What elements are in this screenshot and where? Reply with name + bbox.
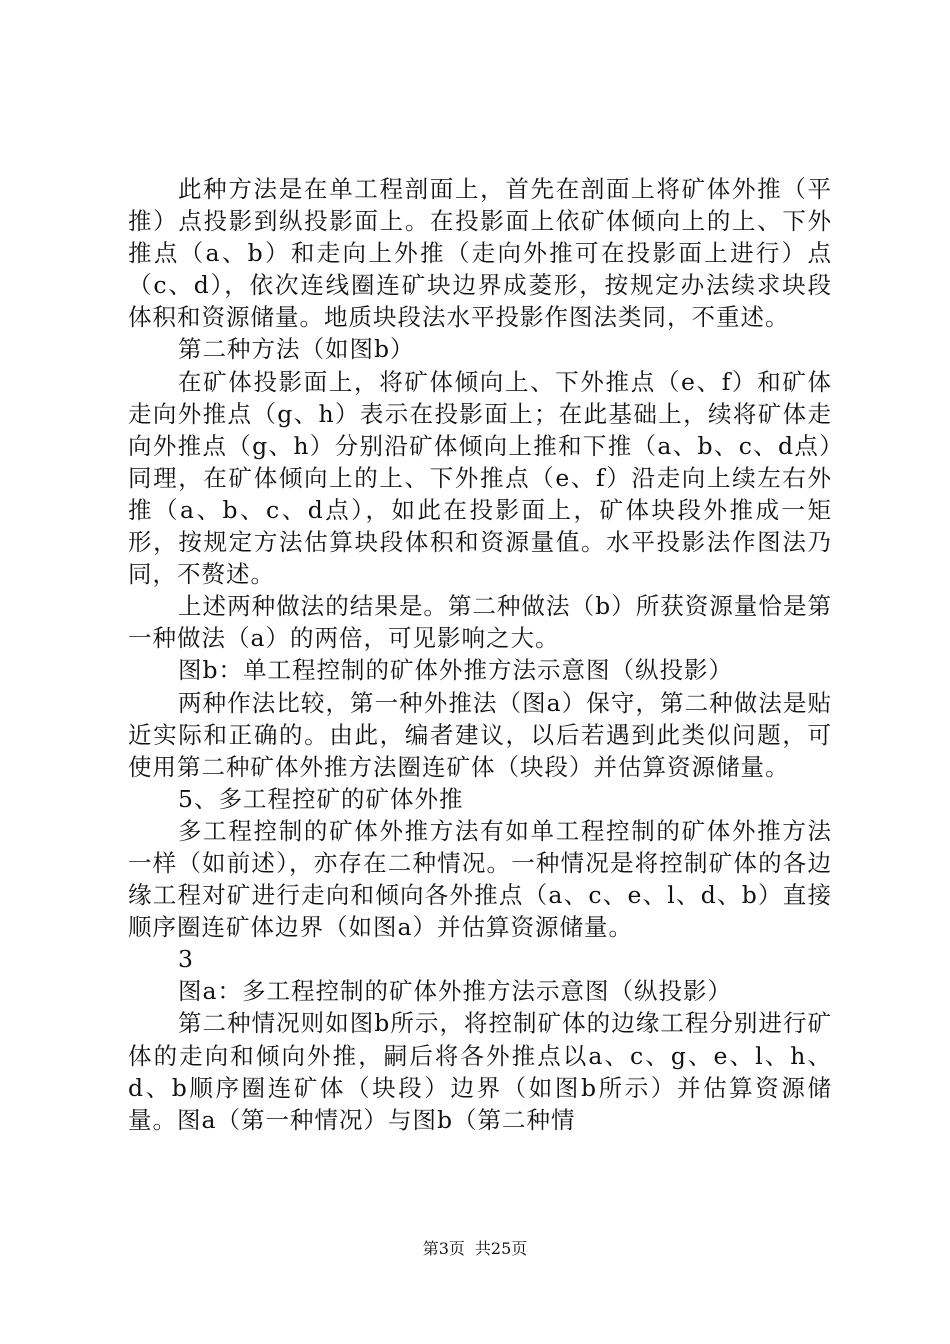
paragraph-method-one-description: 此种方法是在单工程剖面上，首先在剖面上将矿体外推（平推）点投影到纵投影面上。在投影面上依矿体倾向上的上、下外推点（a、b）和走向上外推（走向外推可在投影面上进行）点（c、d），依次连线圈连矿块边界成菱形，按规定办法续求块段体积和资源储量。地质块段法水平投影作图法类同，不重述。 bbox=[128, 175, 832, 332]
figure-caption-a-multi: 图a：多工程控制的矿体外推方法示意图（纵投影） bbox=[178, 977, 733, 1006]
paragraph-method-two-description: 在矿体投影面上，将矿体倾向上、下外推点（e、f）和矿体走向外推点（g、h）表示在投影面上；在此基础上，续将矿体走向外推点（g、h）分别沿矿体倾向上推和下推（a、b、c、d点）同理，在矿体倾向上的上、下外推点（e、f）沿走向上续左右外推（a、b、c、d点），如此在投影面上，矿体块段外推成一矩形，按规定方法估算块段体积和资源量值。水平投影法作图法乃同，不赘述。 bbox=[128, 367, 832, 589]
footer-page-number: 第3页 bbox=[422, 1239, 465, 1258]
footer-total-pages: 共25页 bbox=[474, 1239, 528, 1258]
paragraph-recommendation: 两种作法比较，第一种外推法（图a）保守，第二种做法是贴近实际和正确的。由此，编者建议，以后若遇到此类似问题，可使用第二种矿体外推方法圈连矿体（块段）并估算资源储量。 bbox=[128, 688, 832, 781]
body-text bbox=[128, 173, 832, 1136]
section-heading-multi-engineering: 5、多工程控矿的矿体外推 bbox=[178, 784, 464, 813]
figure-caption-b-single: 图b：单工程控制的矿体外推方法示意图（纵投影） bbox=[178, 656, 734, 685]
page-footer bbox=[0, 1239, 950, 1259]
paragraph-multi-engineering-first: 多工程控制的矿体外推方法有如单工程控制的矿体外推方法一样（如前述），亦存在二种情况。一种情况是将控制矿体的各边缘工程对矿进行走向和倾向各外推点（a、c、e、l、d、b）直接顺序圈连矿体边界（如图a）并估算资源储量。 bbox=[128, 816, 832, 942]
paragraph-comparison-result: 上述两种做法的结果是。第二种做法（b）所获资源量恰是第一种做法（a）的两倍，可见影响之大。 bbox=[128, 592, 832, 653]
inline-page-number: 3 bbox=[178, 945, 194, 974]
heading-second-method: 第二种方法（如图b） bbox=[178, 335, 415, 364]
paragraph-multi-engineering-second: 第二种情况则如图b所示，将控制矿体的边缘工程分别进行矿体的走向和倾向外推，嗣后将各外推点以a、c、g、e、l、h、d、b顺序圈连矿体（块段）边界（如图b所示）并估算资源储量。图a（第一种情况）与图b（第二种情 bbox=[128, 1009, 832, 1134]
